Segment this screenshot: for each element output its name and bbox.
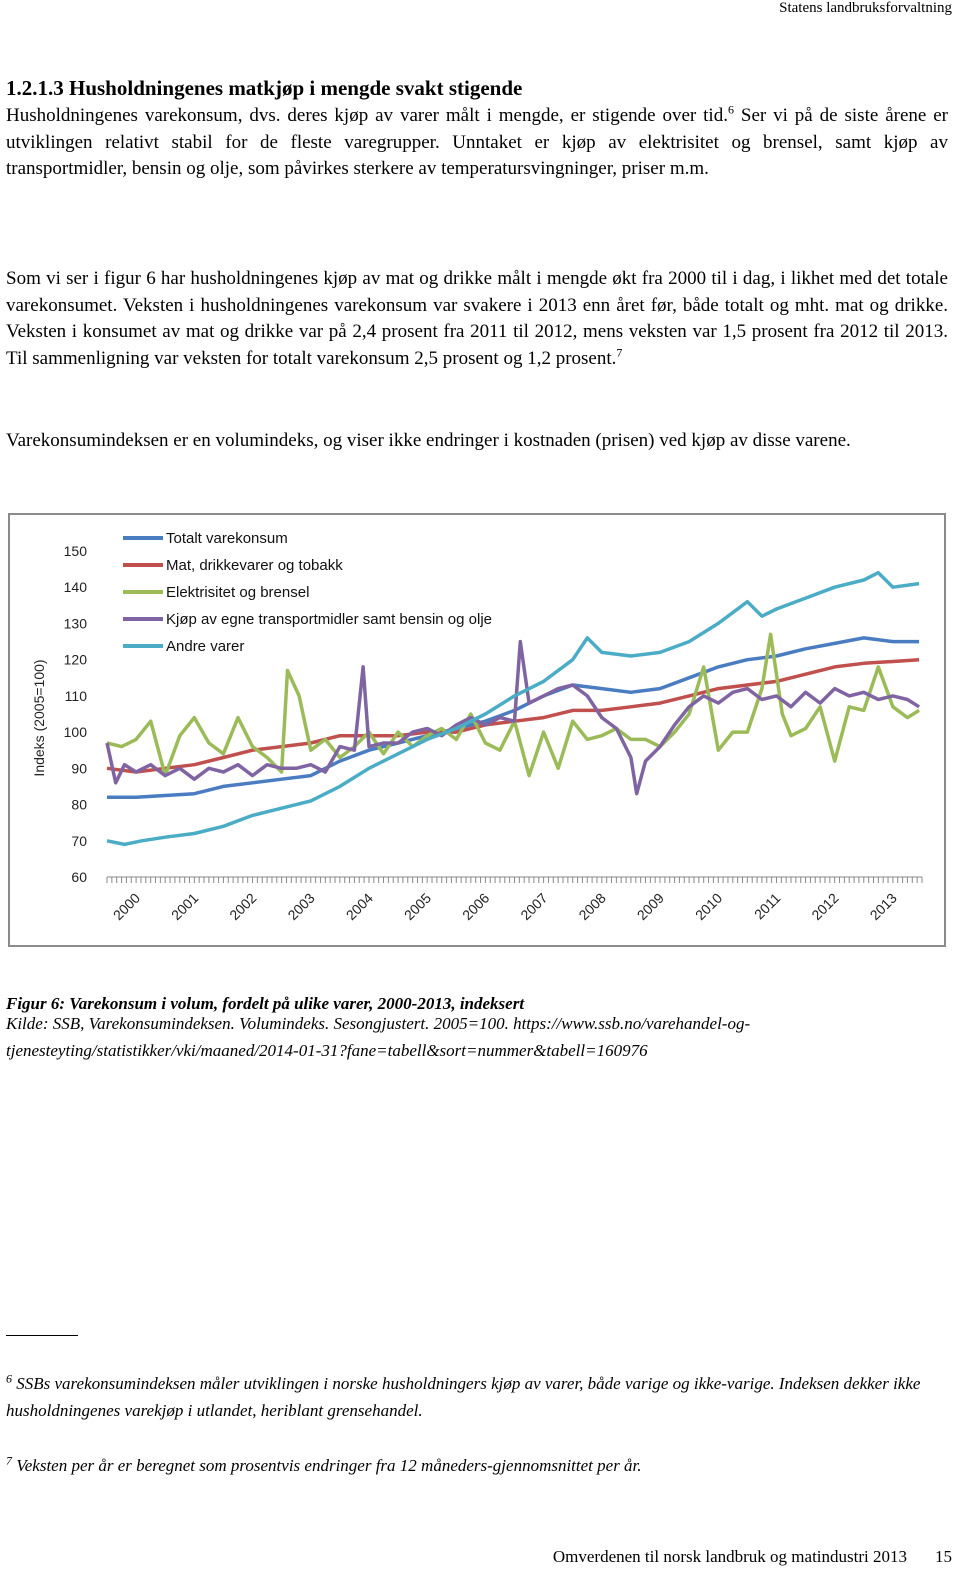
footnote-6-text: SSBs varekonsumindeksen måler utviklingen i norske husholdningers kjøp av varer, både varige og ikke-varige. Indeksen dekker ikke husholdningenes varekjøp i utlandet, heriblant grensehandel. xyxy=(6,1374,921,1420)
footer-title: Omverdenen til norsk landbruk og matindustri 2013 xyxy=(552,1547,907,1566)
y-tick-label: 120 xyxy=(63,651,87,668)
figure-caption-title: Figur 6: Varekonsum i volum, fordelt på ulike varer, 2000-2013, indeksert xyxy=(6,994,525,1013)
running-footer xyxy=(553,1547,952,1567)
x-tick-label: 2009 xyxy=(633,889,668,924)
footnote-7 xyxy=(6,1452,946,1479)
paragraph-1-text-a: Husholdningenes varekonsum, dvs. deres kjøp av varer målt i mengde, er stigende over tid. xyxy=(6,105,728,126)
running-header: Statens landbruksforvaltning xyxy=(779,0,952,16)
page-number: 15 xyxy=(935,1547,952,1566)
x-tick-label: 2007 xyxy=(517,889,551,924)
x-tick-label: 2006 xyxy=(459,889,493,924)
footnote-6 xyxy=(6,1370,946,1424)
x-tick-label: 2000 xyxy=(109,889,144,924)
paragraph-1-text-b: Ser vi på de siste årene er utviklingen relativt stabil for de fleste varegrupper. Unntaket er kjøp av elektrisitet og brensel, samt kjøp av transportmidler, bensin og olje, som påvirkes sterkere av temperatursvingninger, priser m.m. xyxy=(6,105,948,179)
legend-label-5: Andre varer xyxy=(166,638,245,655)
section-heading: 1.2.1.3 Husholdningenes matkjøp i mengde svakt stigende xyxy=(6,76,523,100)
x-tick-label: 2003 xyxy=(284,889,318,924)
legend-label-4: Kjøp av egne transportmidler samt bensin og olje xyxy=(166,611,493,628)
paragraph-1 xyxy=(6,103,948,183)
legend-label-1: Totalt varekonsum xyxy=(166,530,288,547)
figure-caption-source: Kilde: SSB, Varekonsumindeksen. Volumindeks. Sesongjustert. 2005=100. https://www.ssb.no/varehandel-og-tjenesteyting/statistikker/vki/maaned/2014-01-31?fane=tabell&sort=nummer&tabell=160976 xyxy=(6,1014,751,1060)
x-tick-label: 2002 xyxy=(226,889,260,924)
legend-label-2: Mat, drikkevarer og tobakk xyxy=(166,557,343,574)
paragraph-2 xyxy=(6,266,948,372)
footnote-7-number: 7 xyxy=(6,1453,12,1468)
y-tick-label: 130 xyxy=(63,615,87,632)
y-tick-label: 60 xyxy=(71,869,87,885)
paragraph-2-text: Som vi ser i figur 6 har husholdningenes kjøp av mat og drikke målt i mengde økt fra 2000 til i dag, i likhet med det totale varekonsumet. Veksten i husholdningenes varekonsum var svakere i 2013 enn året før, både totalt og mht. mat og drikke. Veksten i konsumet av mat og drikke var på 2,4 prosent fra 2011 til 2012, mens veksten var 1,5 prosent fra 2012 til 2013. Til sammenligning var veksten for totalt varekonsum 2,5 prosent og 1,2 prosent. xyxy=(6,268,948,369)
y-tick-label: 100 xyxy=(63,724,87,741)
footnote-6-number: 6 xyxy=(6,1371,12,1386)
y-tick-label: 140 xyxy=(63,579,87,596)
footnote-ref-7[interactable]: 7 xyxy=(616,345,623,360)
x-tick-label: 2011 xyxy=(750,889,784,923)
x-tick-label: 2005 xyxy=(400,889,435,924)
footnote-7-text: Veksten per år er beregnet som prosentvis endringer fra 12 måneders-gjennomsnittet per år. xyxy=(16,1456,642,1475)
y-tick-label: 110 xyxy=(64,687,87,704)
series-line-2 xyxy=(107,660,919,772)
chart-frame xyxy=(8,513,946,947)
y-tick-label: 90 xyxy=(71,760,87,777)
x-tick-label: 2004 xyxy=(342,889,376,924)
x-tick-label: 2010 xyxy=(691,889,726,924)
y-tick-label: 150 xyxy=(63,543,87,559)
x-tick-label: 2001 xyxy=(167,889,202,924)
y-tick-label: 80 xyxy=(71,796,87,813)
legend-label-3: Elektrisitet og brensel xyxy=(166,584,310,601)
footnote-ref-6[interactable]: 6 xyxy=(727,102,734,117)
footnote-divider xyxy=(6,1335,78,1336)
x-tick-label: 2008 xyxy=(575,889,609,924)
series-line-4 xyxy=(107,642,919,794)
y-axis-title: Indeks (2005=100) xyxy=(31,659,47,777)
paragraph-3: Varekonsumindeksen er en volumindeks, og viser ikke endringer i kostnaden (prisen) ved kjøp av disse varene. xyxy=(6,430,851,451)
line-chart xyxy=(10,515,944,945)
x-tick-label: 2013 xyxy=(866,889,900,924)
y-tick-label: 70 xyxy=(71,832,87,849)
x-tick-label: 2012 xyxy=(808,889,842,924)
